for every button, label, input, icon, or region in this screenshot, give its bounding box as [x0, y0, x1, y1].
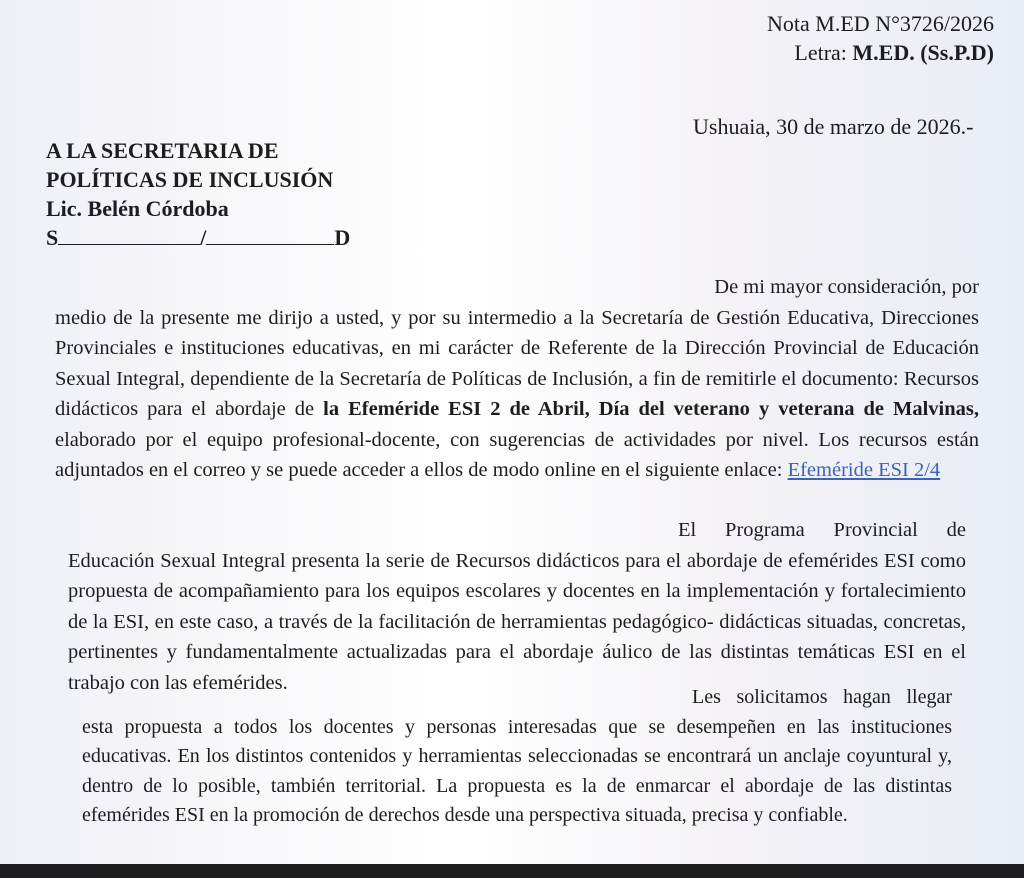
slash: / — [200, 225, 207, 250]
d-letter: D — [334, 225, 351, 250]
paragraph-2-opening: El Programa Provincial de — [678, 519, 966, 541]
monitor-bezel — [0, 864, 1024, 878]
efemeride-link[interactable]: Efeméride ESI 2/4 — [787, 459, 941, 481]
paragraph-2-text: Educación Sexual Integral presenta la serie de Recursos didácticos para el abordaje de efemérides ESI como propuesta de acompañamiento para los equipos escolares y docentes en la implementación y fortalecimiento de la ESI, en este caso, a través de la facilitación de herramientas pedagógico- didácticas situadas, concretas, pertinentes y fundamentalmente actualizadas para el abordaje áulico de las distintas temáticas ESI en el trabajo con las efemérides. — [68, 549, 966, 694]
paragraph-1 — [55, 272, 979, 486]
paragraph-2 — [68, 515, 966, 698]
paragraph-1-bold: la Efeméride ESI 2 de Abril, Día del veterano y veterana de Malvinas, — [323, 398, 979, 420]
reference-block — [767, 9, 994, 67]
paragraph-3 — [82, 683, 952, 831]
addressee-block — [46, 136, 350, 252]
s-letter: S — [46, 225, 59, 250]
nota-number: Nota M.ED N°3726/2026 — [767, 11, 994, 36]
letra-line — [767, 38, 994, 67]
date-line: Ushuaia, 30 de marzo de 2026.- — [693, 114, 974, 139]
letra-label: Letra: — [794, 40, 847, 65]
paragraph-3-opening: Les solicitamos hagan llegar — [692, 686, 952, 708]
sd-line — [46, 223, 350, 252]
blank-line-right — [206, 226, 334, 245]
addressee-line2: POLÍTICAS DE INCLUSIÓN — [46, 167, 334, 192]
addressee-name: Lic. Belén Córdoba — [46, 196, 229, 221]
letra-value: M.ED. (Ss.P.D) — [852, 40, 994, 65]
paragraph-3-text: esta propuesta a todos los docentes y personas interesadas que se desempeñen en las instituciones educativas. En los distintos contenidos y herramientas seleccionadas se encontrará un anclaje coyuntural y, dentro de lo posible, también territorial. La propuesta es la de enmarcar el abordaje de las distintas efemérides ESI en la promoción de derechos desde una perspectiva situada, precisa y confiable. — [82, 715, 952, 826]
paragraph-1-text-b: elaborado por el equipo profesional-docente, con sugerencias de actividades por nivel. Los recursos están adjuntados en el correo y se puede acceder a ellos de modo online en el siguiente enlace: — [55, 428, 979, 481]
addressee-line1: A LA SECRETARIA DE — [46, 138, 279, 163]
paragraph-1-text-a: medio de la presente me dirijo a usted, y por su intermedio a la Secretaría de Gestión Educativa, Direcciones Provinciales e instituciones educativas, en mi carácter de Referente de la Dirección Provincial de Educación Sexual Integral, dependiente de la Secretaría de Políticas de Inclusión, a fin de remitirle el documento: Recursos didácticos para el abordaje de — [55, 306, 979, 420]
paragraph-1-opening: De mi mayor consideración, por — [714, 276, 979, 298]
blank-line-left — [58, 226, 200, 245]
